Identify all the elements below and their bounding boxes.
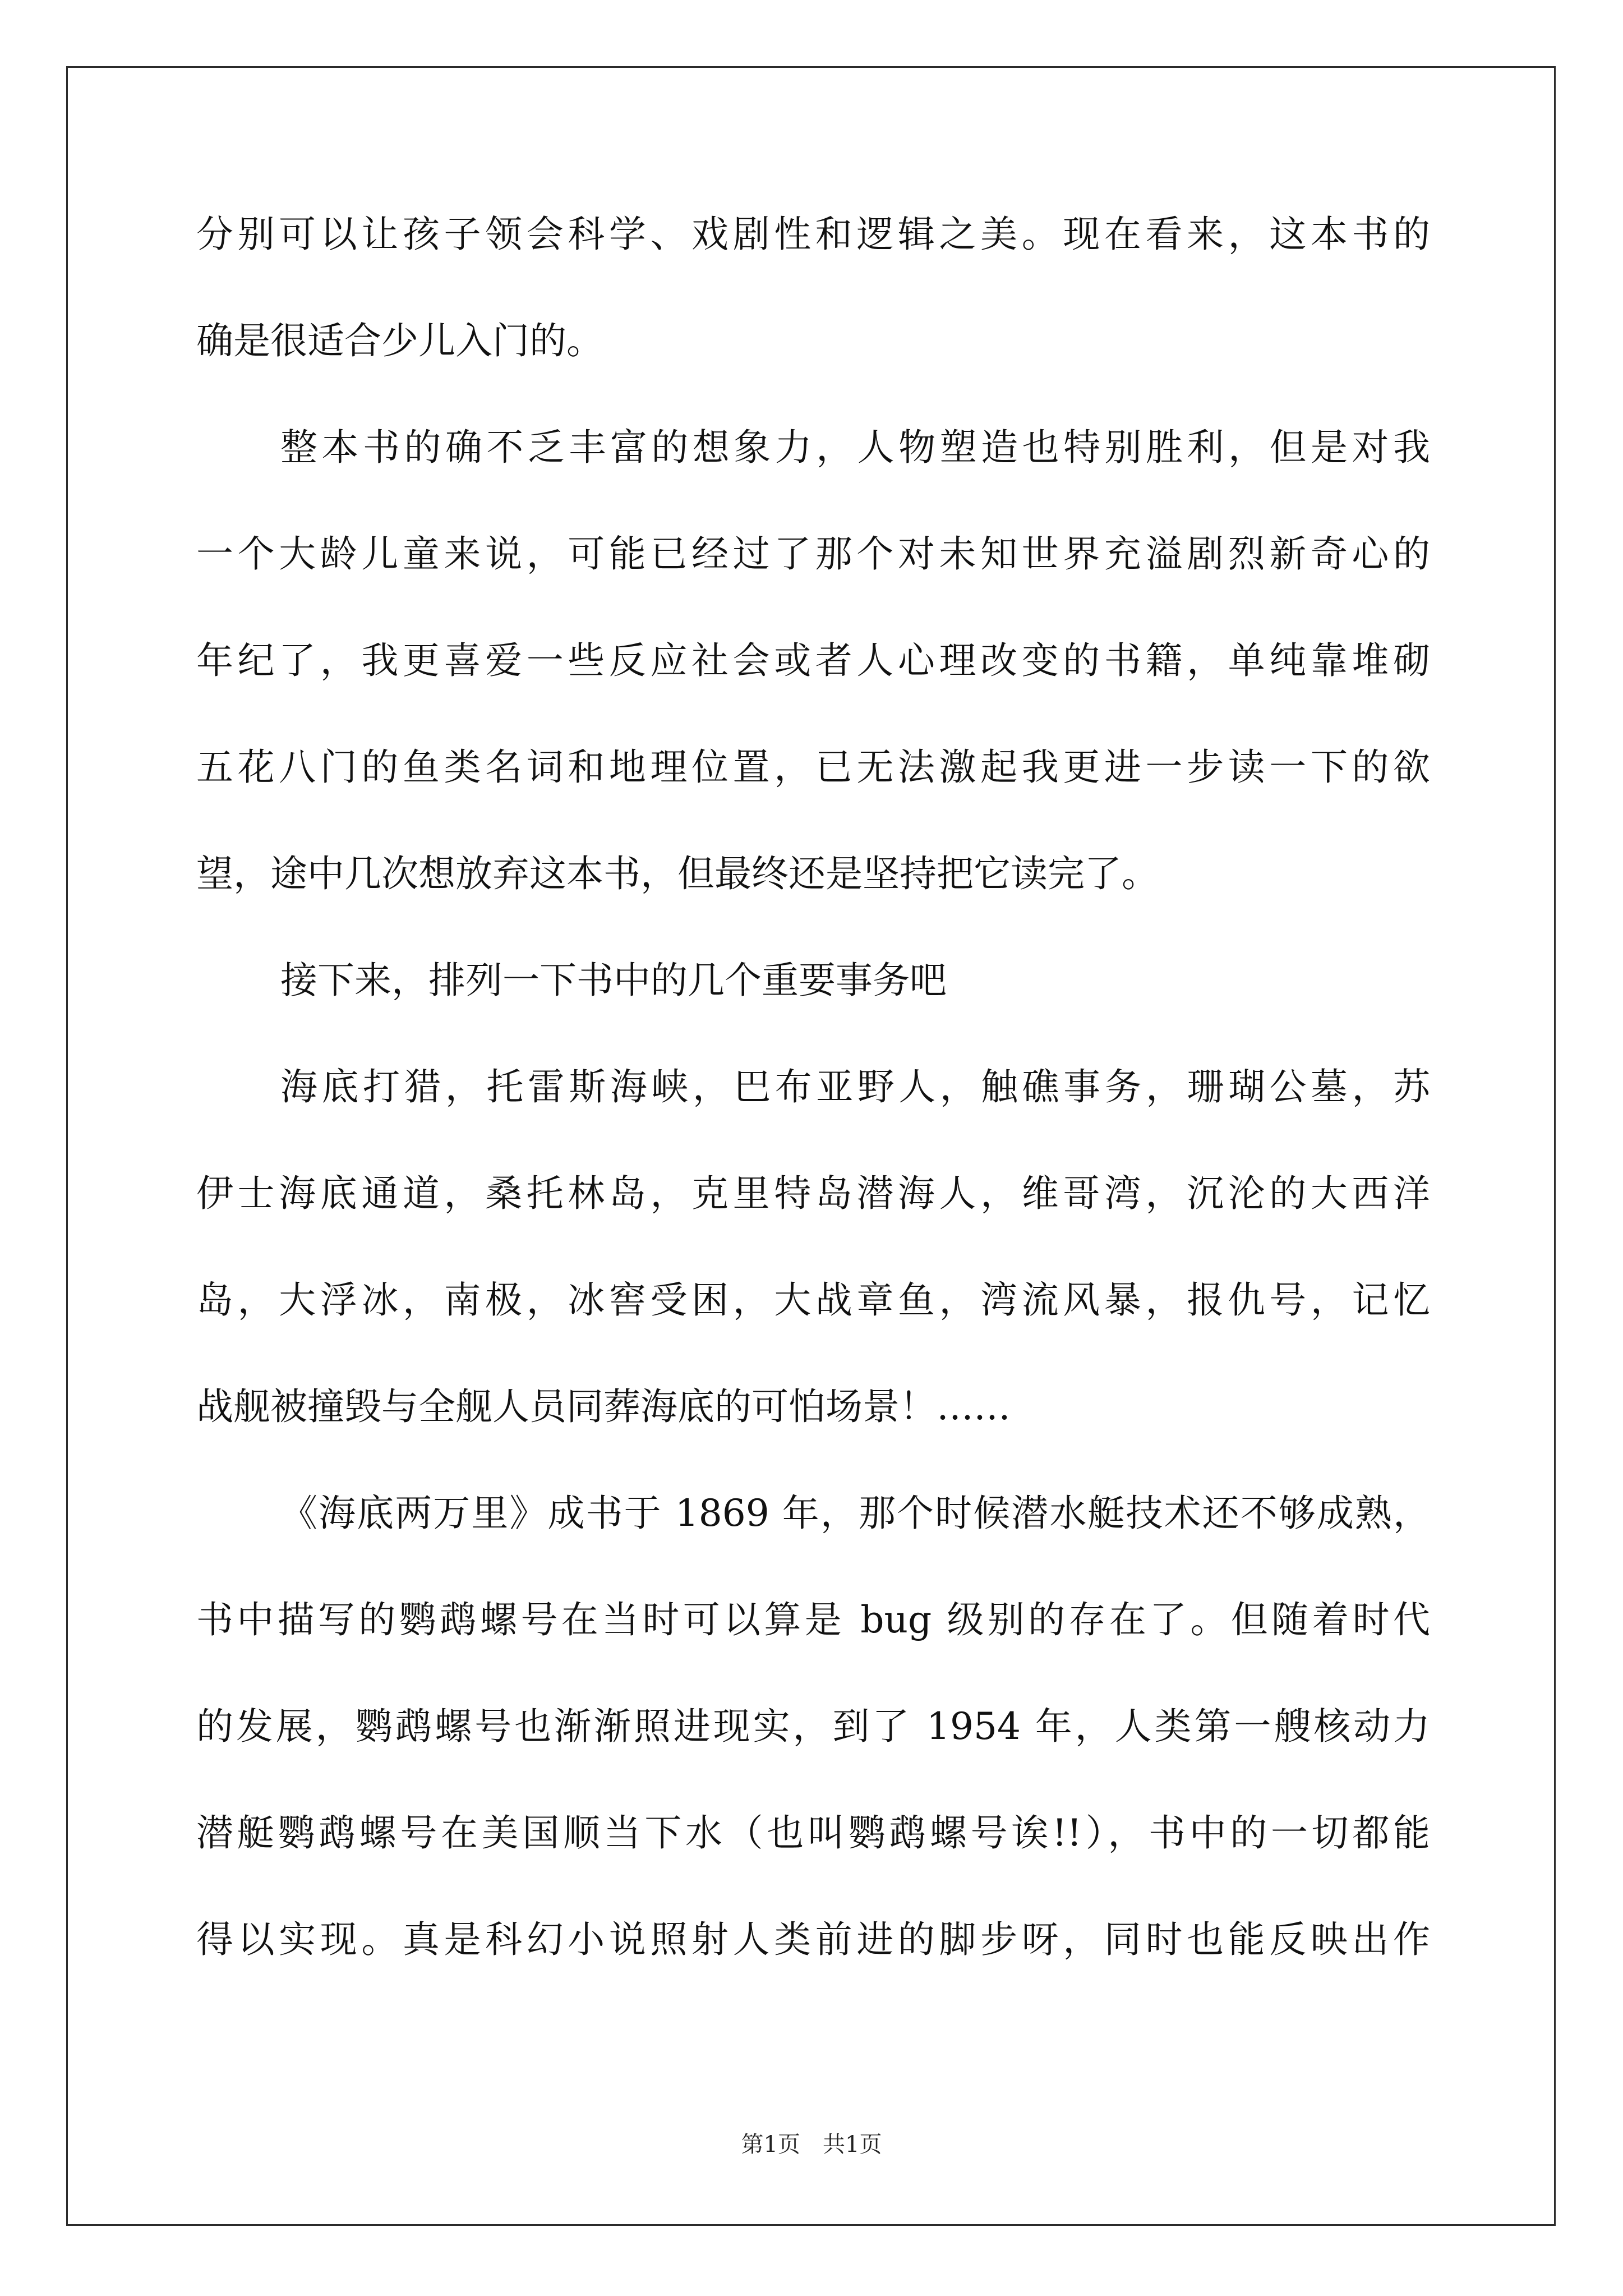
page-border [66,66,1556,2226]
text-line-8: 接下来，排列一下书中的几个重要事务吧 [280,959,947,1002]
text-line-10: 伊士海底通道，桑托林岛，克里特岛潜海人，维哥湾，沉沦的大西洋 [196,1172,1430,1215]
text-line-12: 战舰被撞毁与全舰人员同葬海底的可怕场景！…… [196,1385,1011,1428]
text-line-11: 岛，大浮冰，南极，冰窖受困，大战章鱼，湾流风暴，报仇号，记忆 [196,1278,1430,1322]
text-line-15: 的发展，鹦鹉螺号也渐渐照进现实，到了 1954 年，人类第一艘核动力 [196,1705,1430,1748]
text-line-5: 年纪了，我更喜爱一些反应社会或者人心理改变的书籍，单纯靠堆砌 [196,639,1430,682]
text-line-16: 潜艇鹦鹉螺号在美国顺当下水（也叫鹦鹉螺号诶!!），书中的一切都能 [196,1811,1430,1855]
text-line-13: 《海底两万里》成书于 1869 年，那个时候潜水艇技术还不够成熟， [280,1492,1430,1535]
text-line-9: 海底打猎，托雷斯海峡，巴布亚野人，触礁事务，珊瑚公墓，苏 [280,1065,1430,1108]
text-line-6: 五花八门的鱼类名词和地理位置，已无法激起我更进一步读一下的欲 [196,746,1430,789]
text-line-7: 望，途中几次想放弃这本书，但最终还是坚持把它读完了。 [196,852,1159,895]
text-line-4: 一个大龄儿童来说，可能已经过了那个对未知世界充溢剧烈新奇心的 [196,532,1430,576]
text-line-17: 得以实现。真是科幻小说照射人类前进的脚步呀，同时也能反映出作 [196,1918,1430,1961]
text-line-14: 书中描写的鹦鹉螺号在当时可以算是 bug 级别的存在了。但随着时代 [196,1598,1430,1641]
text-line-3: 整本书的确不乏丰富的想象力，人物塑造也特别胜利，但是对我 [280,426,1430,469]
text-line-1: 分别可以让孩子领会科学、戏剧性和逻辑之美。现在看来，这本书的 [196,213,1430,256]
text-line-2: 确是很适合少儿入门的。 [196,319,603,362]
page-footer: 第1页 共1页 [741,2132,882,2157]
